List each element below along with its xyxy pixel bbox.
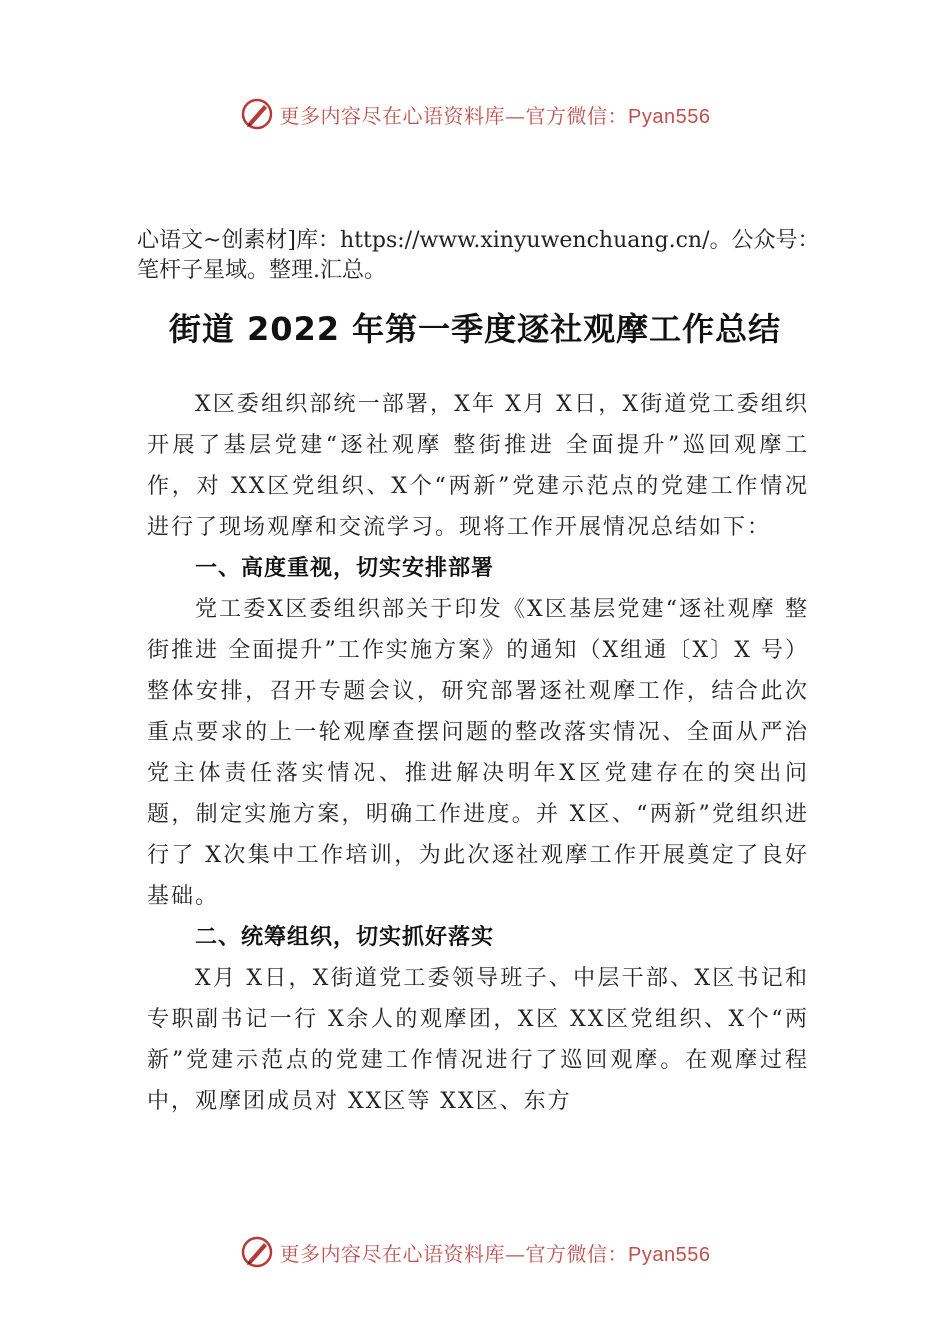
header-banner — [0, 94, 950, 134]
footer-banner — [0, 1232, 950, 1272]
header-note: 心语文~创素材]库：https://www.xinyuwenchuang.cn/。公众号：笔杆子星域。整理.汇总。 — [137, 228, 820, 283]
banner-handle: Pyan556 — [628, 105, 711, 128]
section-paragraph-1: 党工委X区委组织部关于印发《X区基层党建“逐社观摩 整街推进 全面提升”工作实施方案》的通知（X组通〔X〕X 号）整体安排，召开专题会议，研究部署逐社观摩工作，结合此次重点要求的上一轮观摩查摆问题的整改落实情况、全面从严治党主体责任落实情况、推进解决明年X区党建存在的突出问题，制定实施方案，明确工作进度。并 X区、“两新”党组织进行了 X次集中工作培训，为此次逐社观摩工作开展奠定了良好基础。 — [147, 597, 809, 909]
intro-paragraph: X区委组织部统一部署，X年 X月 X日，X街道党工委组织开展了基层党建“逐社观摩 整街推进 全面提升”巡回观摩工作，对 XX区党组织、X个“两新”党建示范点的党建工作情况进行了现场观摩和交流学习。现将工作开展情况总结如下： — [147, 392, 809, 540]
pen-logo-icon — [240, 1235, 274, 1269]
section-paragraph-2: X月 X日，X街道党工委领导班子、中层干部、X区书记和专职副书记一行 X余人的观摩团，X区 XX区党组织、X个“两新”党建示范点的党建工作情况进行了巡回观摩。在观摩过程中，观摩团成员对 XX区等 XX区、东方 — [147, 966, 809, 1114]
pen-logo-icon — [240, 97, 274, 131]
banner-text — [280, 1238, 711, 1267]
banner-main: 更多内容尽在心语资料库 — [279, 1241, 506, 1266]
banner-handle: Pyan556 — [628, 1243, 711, 1266]
banner-main: 更多内容尽在心语资料库 — [279, 103, 506, 128]
section-heading-2: 二、统筹组织，切实抓好落实 — [195, 925, 495, 950]
banner-sub: —官方微信： — [505, 1241, 629, 1266]
section-heading-1: 一、高度重视，切实安排部署 — [195, 556, 495, 581]
banner-sub: —官方微信： — [505, 103, 629, 128]
banner-text — [280, 100, 711, 129]
document-body — [147, 384, 809, 1122]
page-title: 街道 2022 年第一季度逐社观摩工作总结 — [168, 310, 782, 348]
